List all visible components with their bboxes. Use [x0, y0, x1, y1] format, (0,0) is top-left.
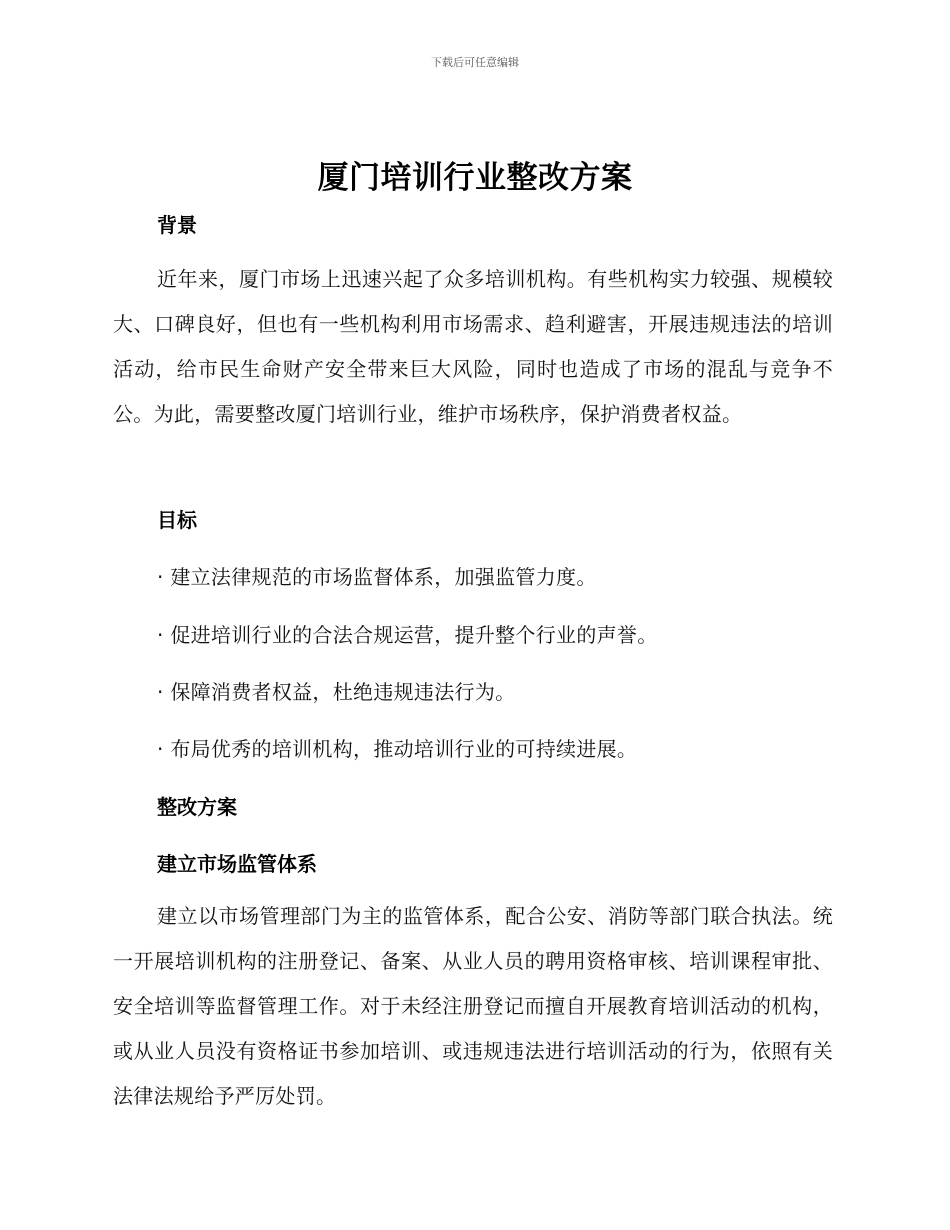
- section-heading-goals: 目标: [157, 508, 197, 532]
- background-paragraph: 近年来，厦门市场上迅速兴起了众多培训机构。有些机构实力较强、规模较大、口碑良好，但也有一些机构利用市场需求、趋利避害，开展违规违法的培训活动，给市民生命财产安全带来巨大风险，同时也造成了市场的混乱与竞争不公。为此，需要整改厦门培训行业，维护市场秩序，保护消费者权益。: [113, 267, 833, 426]
- goal-item: · 促进培训行业的合法合规运营，提升整个行业的声誉。: [157, 623, 658, 647]
- subsection-heading-supervision: 建立市场监管体系: [157, 852, 317, 876]
- section-heading-plan: 整改方案: [157, 795, 237, 819]
- page-header-note: 下载后可任意编辑: [431, 56, 519, 69]
- section-heading-background: 背景: [157, 213, 197, 237]
- goal-item: · 保障消费者权益，杜绝违规违法行为。: [157, 680, 516, 704]
- plan-paragraph: 建立以市场管理部门为主的监管体系，配合公安、消防等部门联合执法。统一开展培训机构的注册登记、备案、从业人员的聘用资格审核、培训课程审批、安全培训等监督管理工作。对于未经注册登记而擅自开展教育培训活动的机构，或从业人员没有资格证书参加培训、或违规违法进行培训活动的行为，依照有关法律法规给予严厉处罚。: [113, 904, 833, 1108]
- goal-item: · 布局优秀的培训机构，推动培训行业的可持续进展。: [157, 737, 638, 761]
- document-title: 厦门培训行业整改方案: [317, 160, 633, 196]
- goal-item: · 建立法律规范的市场监督体系，加强监管力度。: [157, 565, 597, 589]
